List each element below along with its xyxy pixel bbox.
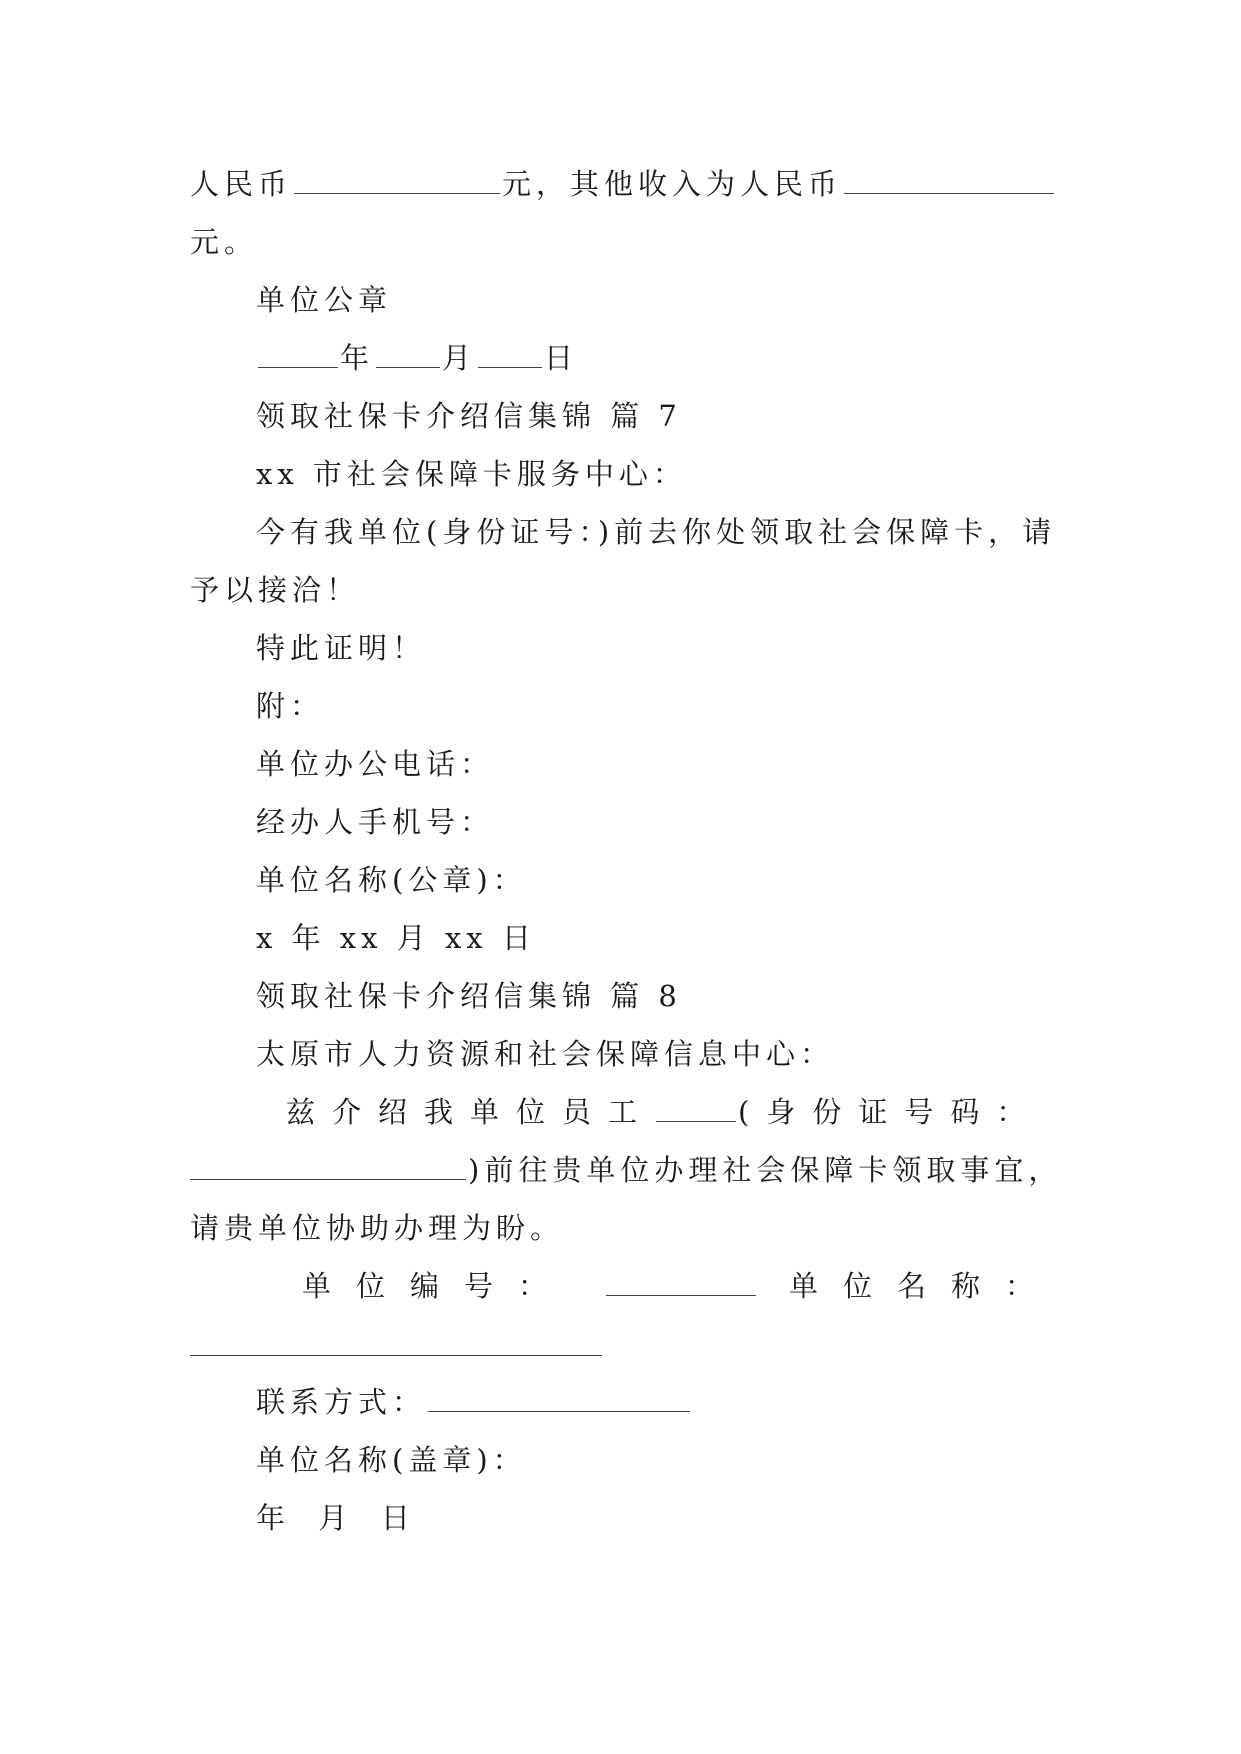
blank-underline: [656, 1095, 736, 1122]
blank-underline: [376, 341, 440, 368]
line-request: 请贵单位协助办理为盼。: [190, 1211, 565, 1245]
line-date-blank: 年 月 日: [256, 338, 578, 378]
line-date-final: 年 月 日: [256, 1501, 415, 1535]
line-addressee: xx 市社会保障卡服务中心：: [256, 457, 687, 491]
line-certify: 特此证明！: [256, 631, 427, 665]
line-addressee-2: 太原市人力资源和社会保障信息中心：: [256, 1037, 835, 1071]
line-body-cont: 予以接洽！: [190, 573, 361, 607]
line-handler-mobile: 经办人手机号：: [256, 805, 495, 839]
line-date: x 年 xx 月 xx 日: [256, 921, 536, 955]
line-unit-no-name: 单位编号： 单位名称：: [302, 1269, 1059, 1303]
blank-underline: [294, 167, 500, 194]
line-introduce-cont: )前往贵单位办理社会保障卡领取事宜，: [190, 1150, 1062, 1190]
section-heading-7: 领取社保卡介绍信集锦 篇 7: [256, 399, 682, 433]
line-yuan: 元。: [190, 225, 259, 259]
line-office-phone: 单位办公电话：: [256, 747, 495, 781]
line-introduce: 兹介绍我单位员工 (身份证号码：: [286, 1095, 1043, 1129]
blank-underline: [190, 1355, 602, 1356]
blank-underline: [606, 1269, 756, 1296]
section-heading-8: 领取社保卡介绍信集锦 篇 8: [256, 979, 682, 1013]
line-company-seal: 单位公章: [256, 283, 393, 317]
line-company-name-seal: 单位名称(公章)：: [256, 863, 527, 897]
line-contact: 联系方式：: [256, 1382, 692, 1422]
line-appendix: 附：: [256, 689, 325, 723]
blank-underline: [478, 341, 542, 368]
blank-underline: [844, 167, 1054, 194]
blank-underline: [258, 341, 338, 368]
line-company-name-stamp: 单位名称(盖章)：: [256, 1443, 527, 1477]
line-income: 人民币 元，其他收入为人民币: [190, 164, 1056, 204]
blank-underline: [190, 1153, 466, 1180]
line-body: 今有我单位(身份证号：)前去你处领取社会保障卡，请: [256, 515, 1057, 549]
blank-underline: [428, 1385, 690, 1412]
